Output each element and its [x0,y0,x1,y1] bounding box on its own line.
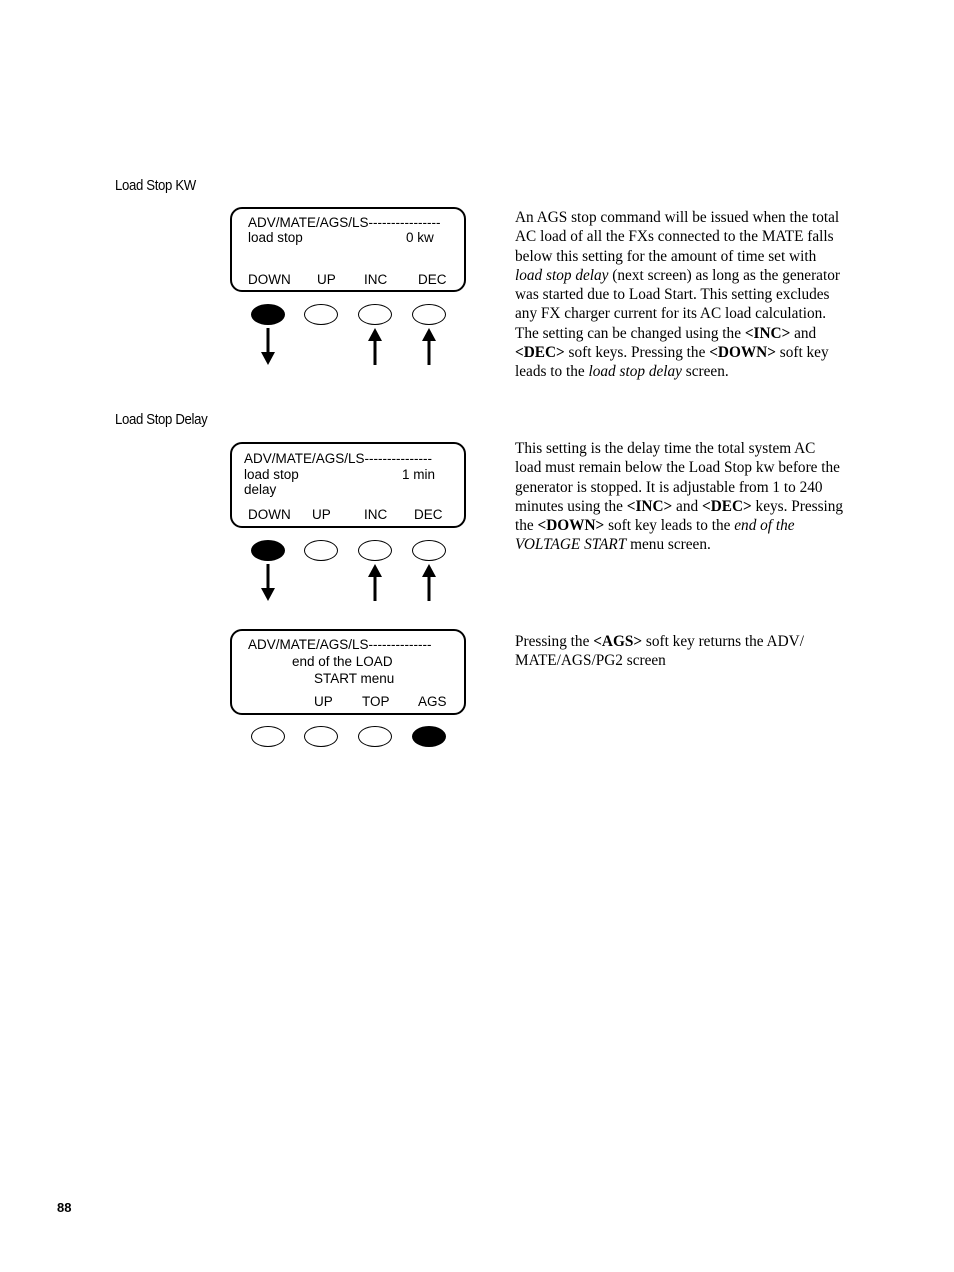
screen-path: ADV/MATE/AGS/LS--------------- [244,451,432,466]
softkey-label-up: UP [312,507,331,522]
softkey-row-load-stop-delay [230,540,470,610]
arrow-down-icon [258,328,278,366]
softkey-row-end-of-load-start [230,726,470,796]
softkey-blank-button[interactable] [251,726,285,747]
lcd-screen-load-stop-kw [230,207,466,292]
setting-label: load stop [244,467,299,482]
softkey-inc-button[interactable] [358,540,392,561]
screen-path: ADV/MATE/AGS/LS-------------- [248,637,432,652]
screen-message-line1: end of the LOAD [292,654,393,669]
softkey-label-dec: DEC [414,507,443,522]
section-heading-load-stop-delay: Load Stop Delay [115,411,208,428]
arrow-up-icon [419,564,439,602]
softkey-inc-button[interactable] [358,304,392,325]
setting-value: 0 kw [406,230,434,245]
softkey-label-down: DOWN [248,507,291,522]
softkey-down-button[interactable] [251,304,285,325]
softkey-up-button[interactable] [304,304,338,325]
softkey-label-inc: INC [364,507,388,522]
arrow-up-icon [419,328,439,366]
screen-path: ADV/MATE/AGS/LS---------------- [248,215,441,230]
softkey-label-ags: AGS [418,694,447,709]
description-end-of-load-start: Pressing the <AGS> soft key returns the ADV/ MATE/AGS/PG2 screen [515,633,804,670]
softkey-dec-button[interactable] [412,304,446,325]
section-heading-load-stop-kw: Load Stop KW [115,177,196,194]
softkey-up-button[interactable] [304,540,338,561]
description-load-stop-kw: An AGS stop command will be issued when the total AC load of all the FXs connected to the MATE falls below this setting for the amount of time set with load stop delay (next screen) as long as the generator was started due to Load Start. This setting excludes any FX charger current for its AC load calculation. The setting can be changed using the <INC> and <DEC> soft keys. Pressing the <DOWN> soft key leads to the load stop delay screen. [515,209,840,381]
softkey-label-inc: INC [364,272,388,287]
softkey-label-top: TOP [362,694,390,709]
softkey-label-down: DOWN [248,272,291,287]
softkey-ags-button[interactable] [412,726,446,747]
setting-value: 1 min [402,467,436,482]
arrow-up-icon [365,328,385,366]
softkey-top-button[interactable] [358,726,392,747]
screen-message-line2: START menu [314,671,395,686]
softkey-label-up: UP [314,694,333,709]
lcd-screen-end-of-load-start [230,629,466,715]
arrow-up-icon [365,564,385,602]
lcd-screen-load-stop-delay [230,442,466,528]
softkey-up-button[interactable] [304,726,338,747]
softkey-label-dec: DEC [418,272,447,287]
softkey-label-up: UP [317,272,336,287]
softkey-down-button[interactable] [251,540,285,561]
arrow-down-icon [258,564,278,602]
setting-label-cont: delay [244,482,277,497]
setting-label: load stop [248,230,303,245]
page-number: 88 [57,1200,72,1215]
softkey-row-load-stop-kw [230,304,470,374]
description-load-stop-delay: This setting is the delay time the total system AC load must remain below the Load Stop kw before the generator is stopped. It is adjustable from 1 to 240 minutes using the <INC> and <DEC> keys. Pressing the <DOWN> soft key leads to the end of the VOLTAGE START menu screen. [515,440,844,554]
softkey-dec-button[interactable] [412,540,446,561]
